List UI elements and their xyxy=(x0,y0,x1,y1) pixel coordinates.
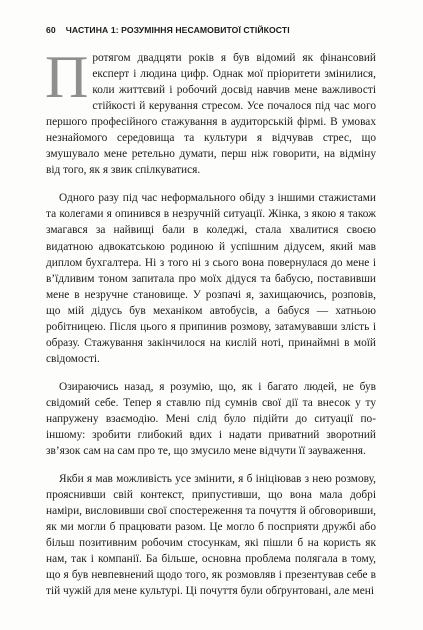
chapter-title: ЧАСТИНА 1: РОЗУМІННЯ НЕСАМОВИТОЇ СТІЙКОСТІ xyxy=(65,25,290,35)
running-header xyxy=(46,25,376,35)
paragraph-1-text: ротягом двадцяти років я був відомий як фінансовий експерт і людина цифр. Однак мої пріоритети змінилися, коли життєвий і робочий досвід навчив мене важливості стійкості й керування стресом. Усе почалося під час мого першого професійного стажування в аудиторській фірмі. В умовах незнайомого середовища та культури я відчував стрес, що змушувало мене ретельно думати, перш ніж говорити, на відміну від того, як я звик спілкуватися. xyxy=(46,52,376,177)
page-number: 60 xyxy=(46,25,56,35)
drop-cap: П xyxy=(45,44,89,110)
paragraph-3: Озираючись назад, я розумію, що, як і багато людей, не був свідомий себе. Тепер я ставлю під сумнів свої дії та внесок у ту напружену взаємодію. Мені слід було підійти до ситуації по-іншому: зробити глибокий вдих і надати приватний зворотний зв’язок сам на сам про те, що змусило мене відчути її зауваження. xyxy=(46,380,376,458)
paragraph-1 xyxy=(45,44,376,190)
paragraph-4: Якби я мав можливість усе змінити, я б ініціював з нею розмову, прояснивши свій контекст, припустивши, що вона мала добрі наміри, висловивши свої спостереження та почуття й обговоривши, як ми могли б працювати разом. Це могло б посприяти дружбі або більш позитивним робочим стосункам, які пішли б на користь як нам, так і компанії. Ба більше, основна проблема полягала в тому, що я був невпевнений щодо того, як розмовляв і презентував себе в тій чужій для мене культурі. Ці почуття були обґрунтовані, але мені xyxy=(46,473,376,598)
paragraph-2: Одного разу під час неформального обіду з іншими стажистами та колегами я опинився в незручній ситуації. Жінка, з якою я також змагався за найвищі бали в коледжі, стала хвалитися своєю видатною адвокатською родиною й успішним дідусем, який мав диплом бухгалтера. Ні з того ні з сього вона повернулася до мене і в’їдливим тоном запитала про моїх дідуся та бабусю, поставивши мене в незручне становище. У розпачі я, захищаючись, розповів, що мій дідусь був механіком автобусів, а бабуся — хатньою робітницею. Після цього я припинив розмову, затамувавши злість і образу. Стажування закінчилося на кислій ноті, принаймні в моїй свідомості. xyxy=(46,192,376,365)
body-text xyxy=(45,44,376,600)
